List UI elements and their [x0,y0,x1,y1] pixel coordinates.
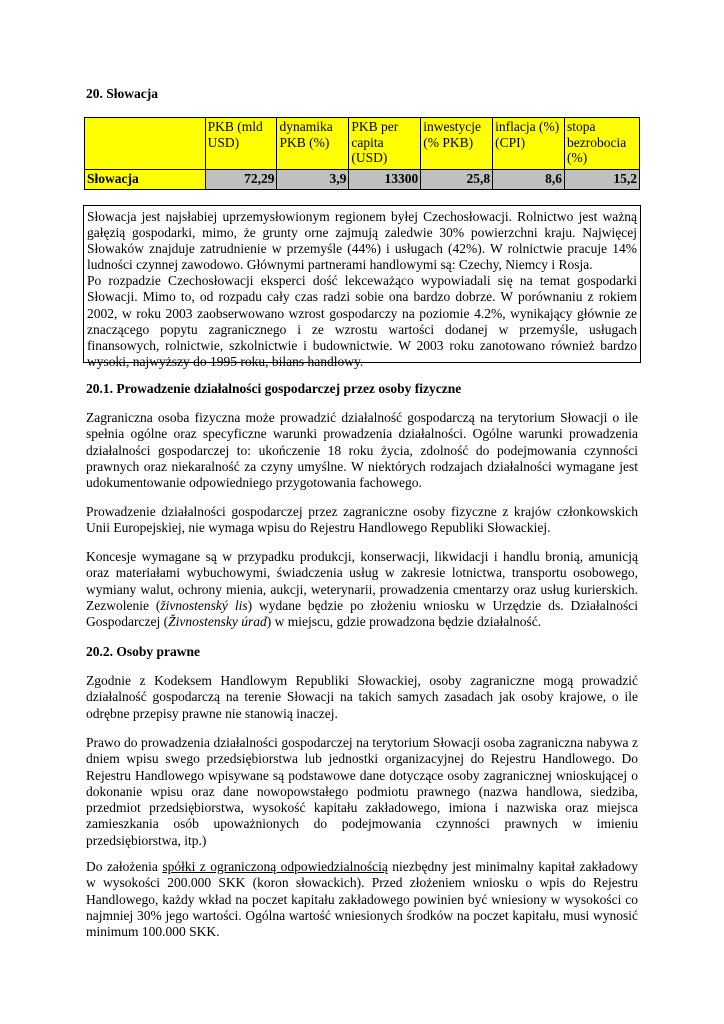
body-paragraph [86,549,638,630]
table-cell: 25,8 [421,170,493,190]
table-cell: 8,6 [493,170,565,190]
italic-term: živnostenský lis [160,597,248,613]
body-paragraph: Zagraniczna osoba fizyczna może prowadzić działalność gospodarczą na terytorium Słowacji o ile spełnia ogólne oraz specyficzne warunki prowadzenia działalności. Ogólne warunki prowadzenia działalności gospodarczej to: ukończenie 18 roku życia, zdolność do podejmowania czynności prawnych oraz niekaralność za czyny umyślne. W niektórych rodzajach działalności wymagane jest udokumentowanie odpowiedniego przygotowania fachowego. [86,410,638,491]
italic-term: Živnostensky úrad [168,614,267,630]
text-run: Koncesje wymagane są w przypadku produkcji, konserwacji, likwidacji i handlu bronią, amunicją oraz materiałami wybuchowymi, świadczenia usług w zakresie lotnictwa, transportu osobowego, wymiany walut, ochrony mienia, aukcji, weterynarii, prowadzenia cmentarzy oraz usług kurierskich. Zezwolenie ( [86,549,638,613]
text-run: niezbędny jest minimalny kapitał zakładowy w wysokości 200.000 SKK (koron słowackich). Przed złożeniem wniosku o wpis do Rejestru Handlowego, każdy wkład na poczet kapitału zakładowego powinien być wniesiony w wysokości co najmniej 30% jego wartości. Ogólna wartość wniesionych środków na poczet kapitału, musi wynosić minimum 100.000 SKK. [86,859,638,940]
text-run: Do założenia [86,859,163,874]
table-cell-country: Słowacja [85,170,206,190]
table-cell: 3,9 [277,170,349,190]
table-header-cell: PKB (mld USD) [205,118,277,170]
table-header-cell: inflacja (%) (CPI) [493,118,565,170]
body-paragraph: Prawo do prowadzenia działalności gospodarczej na terytorium Słowacji osoba zagraniczna nabywa z dniem wpisu swego przedsiębiorstwa lub jednostki organizacyjnej do Rejestru Handlowego. Do Rejestru Handlowego wpisywane są podstawowe dane dotyczące osoby zagranicznej wnioskującej o dokonanie wpisu oraz dane nowopowstałego podmiotu prawnego (nazwa handlowa, siedziba, przedmiot przedsiębiorstwa, wysokość kapitału zakładowego, imiona i nazwiska oraz miejsca zamieszkania osób upoważnionych do podejmowania czynności prawnych w imieniu przedsiębiorstwa, itp.) [86,735,638,848]
summary-paragraph: Po rozpadzie Czechosłowacji eksperci dość lekceważąco wypowiadali się na temat gospodarki Słowacji. Mimo to, od rozpadu cały czas radzi sobie ona bardzo dobrze. W porównaniu z rokiem 2002, w roku 2003 zaobserwowano wzrost gospodarczy na poziomie 4.2%, wynikający głównie ze znaczącego popytu zagranicznego i ze wzrostu wartości dodanej w przemyśle, usługach finansowych, rolnictwie, szkolnictwie i budownictwie. W 2003 roku zanotowano również bardzo wysoki, najwyższy do 1995 roku, bilans handlowy. [87,273,637,369]
stats-table [84,117,640,190]
section-heading: 20.1. Prowadzenie działalności gospodarczej przez osoby fizyczne [86,381,462,396]
table-cell: 15,2 [565,170,640,190]
page-heading: 20. Słowacja [86,86,158,101]
table-header-cell: PKB per capita (USD) [349,118,421,170]
table-header-cell: stopa bezrobocia (%) [565,118,640,170]
body-paragraph: Prowadzenie działalności gospodarczej przez zagraniczne osoby fizyczne z krajów członkowskich Unii Europejskiej, nie wymaga wpisu do Rejestru Handlowego Republiki Słowackiej. [86,504,638,536]
text-run: ) w miejscu, gdzie prowadzona będzie działalność. [266,614,542,630]
table-cell: 13300 [349,170,421,190]
summary-box [83,205,641,369]
section-heading: 20.2. Osoby prawne [86,644,201,659]
table-header-cell: dynamika PKB (%) [277,118,349,170]
body-paragraph: Zgodnie z Kodeksem Handlowym Republiki Słowackiej, osoby zagraniczne mogą prowadzić działalność gospodarczą na terenie Słowacji na takich samych zasadach jak osoby krajowe, o ile odrębne przepisy prawne nie stanowią inaczej. [86,673,638,721]
summary-paragraph: Słowacja jest najsłabiej uprzemysłowionym regionem byłej Czechosłowacji. Rolnictwo jest ważną gałęzią gospodarki, mimo, że grunty orne zajmują zaledwie 30% powierzchni kraju. Najwięcej Słowaków znajduje zatrudnienie w przemyśle (44%) i usługach (42%). W rolnictwie pracuje 14% ludności czynnej zawodowo. Głównymi partnerami handlowymi są: Czechy, Niemcy i Rosja. [87,209,637,273]
table-cell: 72,29 [205,170,277,190]
table-header-cell [85,118,206,170]
body-paragraph [86,859,638,940]
table-header-row [85,118,640,170]
text-run: ) wydane będzie po złożeniu wniosku w Urzędzie ds. Działalności Gospodarczej ( [86,597,638,630]
company-type-link[interactable]: spółki z ograniczoną odpowiedzialnością [162,859,388,874]
table-row [85,170,640,190]
table-header-cell: inwestycje (% PKB) [421,118,493,170]
